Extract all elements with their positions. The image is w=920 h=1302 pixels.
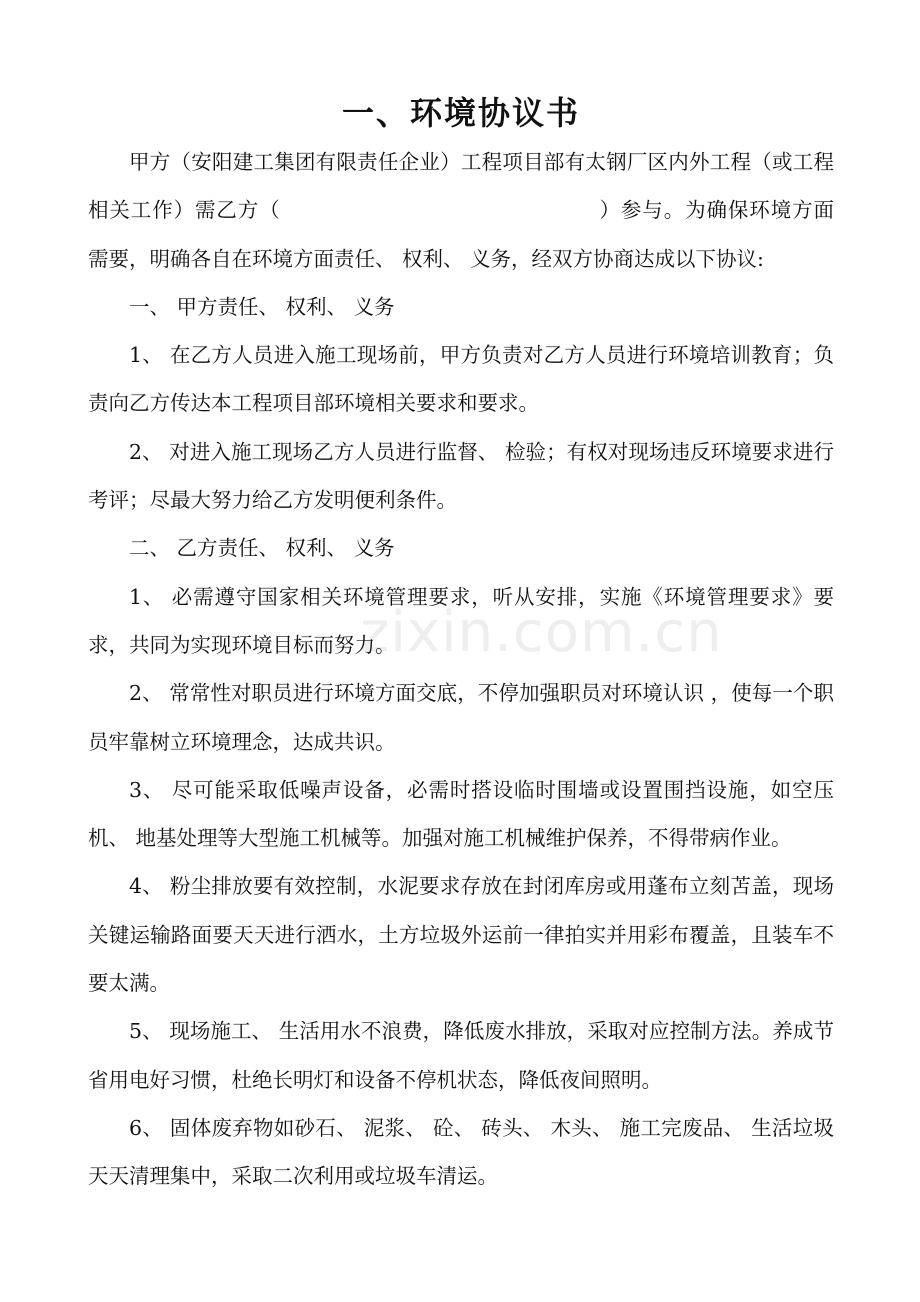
intro-paragraph	[88, 138, 834, 283]
watermark: zixin.com.cn	[360, 600, 723, 665]
section2-item-6: 6、 固体废弃物如砂石、 泥浆、 砼、 砖头、 木头、 施工完废品、 生活垃圾天天清理集中，采取二次利用或垃圾车清运。	[88, 1115, 834, 1189]
section2-item-5: 5、 现场施工、 生活用水不浪费，降低废水排放，采取对应控制方法。养成节省用电好习惯，杜绝长明灯和设备不停机状态，降低夜间照明。	[88, 1019, 834, 1092]
intro-text-part1: 甲方（安阳建工集团有限责任企业）工程项目部有太钢厂区内外工程（或工程相关工作）需乙方（	[88, 150, 834, 223]
section2-item-2: 2、 常常性对职员进行环境方面交底，不停加强职员对环境认识 ，使每一个职员牢靠树立环境理念，达成共识。	[88, 681, 834, 754]
section1-item-1: 1、 在乙方人员进入施工现场前，甲方负责对乙方人员进行环境培训教育；负责向乙方传达本工程项目部环境相关要求和要求。	[88, 343, 834, 416]
section1-item-2: 2、 对进入施工现场乙方人员进行监督、 检验；有权对现场违反环境要求进行考评；尽最大努力给乙方发明便利条件。	[88, 439, 834, 513]
intro-text-part2: ）参与。为确保环境方面需要，明确各自在环境方面责任、 权利、 义务，经双方协商达成以下协议:	[88, 198, 835, 271]
section2-item-3: 3、 尽可能采取低噪声设备，必需时搭设临时围墙或设置围挡设施，如空压机、 地基处理等大型施工机械等。加强对施工机械维护保养，不得带病作业。	[88, 777, 834, 851]
document-title: 一、环境协议书	[341, 94, 580, 132]
section2-item-4: 4、 粉尘排放要有效控制，水泥要求存放在封闭库房或用蓬布立刻苫盖，现场关键运输路面要天天进行洒水，土方垃圾外运前一律拍实并用彩布覆盖，且装车不要太满。	[88, 874, 834, 996]
section2-item-1: 1、 必需遵守国家相关环境管理要求，听从安排，实施《环境管理要求》要求，共同为实现环境目标而努力。	[88, 584, 834, 657]
section1-heading: 一、 甲方责任、 权利、 义务	[129, 294, 395, 319]
section2-heading: 二、 乙方责任、 权利、 义务	[129, 536, 395, 561]
